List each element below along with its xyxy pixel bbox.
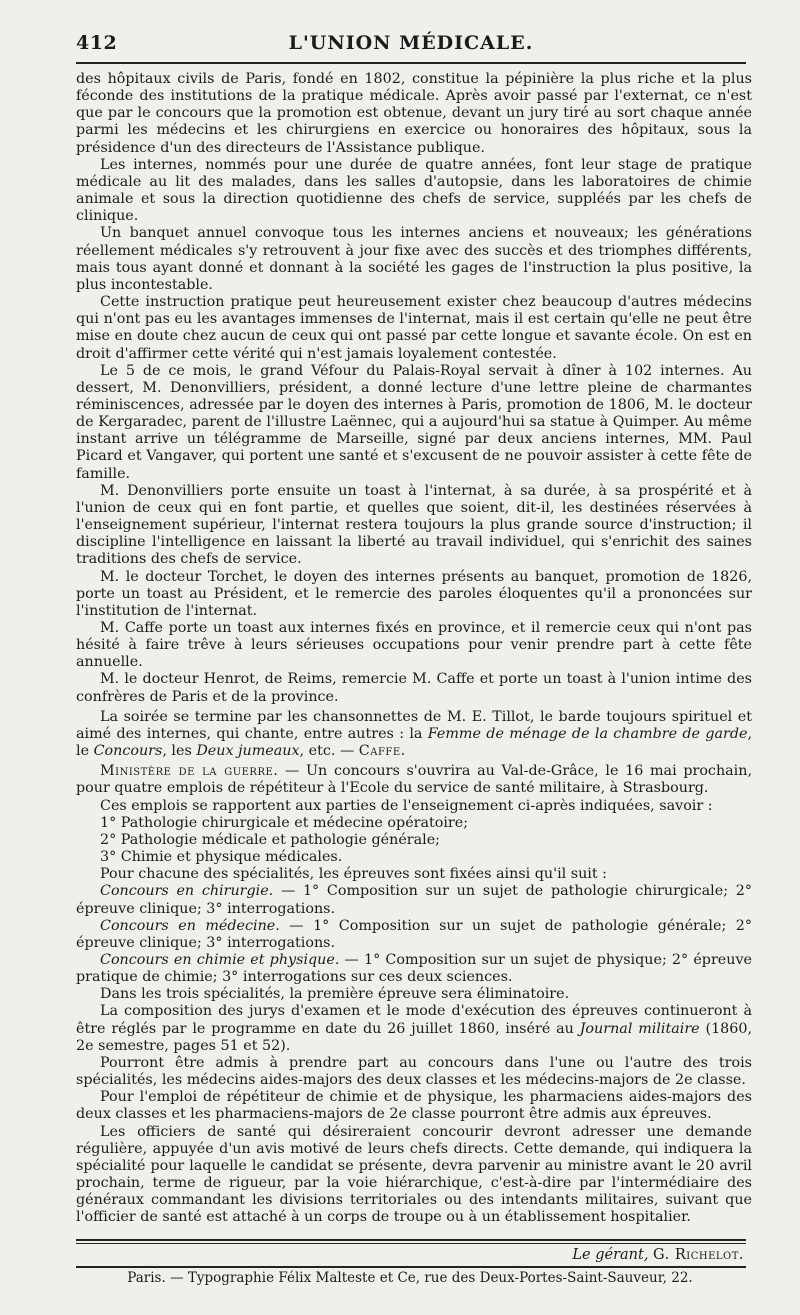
paragraph-soiree bbox=[76, 709, 752, 760]
journal-militaire-title: Journal militaire bbox=[579, 1020, 700, 1037]
paragraph-officiers: Les officiers de santé qui désireraient concourir devront adresser une demande régulière, appuyée d'un avis motivé de leurs chefs directs. Cette demande, qui indiquera la spécialité pour laquelle le candidat se présente, devra parvenir au ministre avant le 20 avril prochain, terme de rigueur, par la voie hiérarchique, c'est-à-dire par l'intermédiaire des généraux commandant les divisions territoriales ou des intendants militaires, suivant que l'officier de santé est attaché à un corps de troupe ou à un établissement hospitalier. bbox=[76, 1123, 752, 1226]
concours-text: — 1° Composition sur un sujet de physique; 2° épreuve pratique de chimie; 3° interrogations sur ces deux sciences. bbox=[76, 951, 752, 986]
closing-separator: , les bbox=[162, 743, 197, 760]
paragraph-concours-chirurgie bbox=[76, 883, 752, 917]
printer-imprint: Paris. — Typographie Félix Malteste et Ce, rue des Deux-Portes-Saint-Sauveur, 22. bbox=[127, 1270, 693, 1286]
signature bbox=[76, 1247, 744, 1263]
concours-label: Concours en chirurgie. bbox=[100, 883, 274, 900]
paragraph-eliminatoire: Dans les trois spécialités, la première épreuve sera éliminatoire. bbox=[100, 986, 570, 1003]
list-item-part: 1° Pathologie chirurgicale et médecine opératoire; bbox=[100, 814, 469, 831]
paragraph-internes: Les internes, nommés pour une durée de quatre années, font leur stage de pratique médicale au lit des malades, dans les salles d'autopsie, dans les laboratoires de chimie animale et sous la direction quotidienne des chefs de service, suppléés par les chefs de clinique. bbox=[76, 156, 752, 225]
footer-rule bbox=[76, 1243, 746, 1244]
paragraph-denonvilliers: M. Denonvilliers porte ensuite un toast à l'internat, à sa durée, à sa prospérité et à l'union de ceux qui en font partie, et quelles que soient, dit-il, les destinées réservées à l'enseignement supérieur, l'internat restera toujours la plus grande source d'instruction; il discipline l'intelligence en laissant la liberté au travail individuel, qui s'enrichit des saines traditions des chefs de service. bbox=[76, 482, 752, 568]
jurys-text: (1860, 2e semestre, pages 51 et 52). bbox=[76, 1020, 753, 1054]
paragraph-concours-chimie bbox=[76, 952, 752, 986]
closing-lead: La soirée se termine par les chansonnettes de M. E. Tillot, le barde toujours spirituel et aimé des internes, qui chante, entre autres : la bbox=[76, 708, 752, 742]
section-heading-ministere: Ministère de la guerre. bbox=[100, 763, 279, 780]
ministere-intro: — Un concours s'ouvrira au Val-de-Grâce, le 16 mai prochain, pour quatre emplois de répétiteur à l'Ecole du service de santé militaire, à Strasbourg. bbox=[76, 763, 752, 797]
concours-label: Concours en chimie et physique. bbox=[100, 951, 340, 968]
paragraph-caffe: M. Caffe porte un toast aux internes fixés en province, et il remercie ceux qui n'ont pas hésité à faire trêve à leurs sérieuses occupations pour venir prendre part à cette fête annuelle. bbox=[76, 620, 752, 671]
page-number: 412 bbox=[76, 32, 118, 54]
list-item-part: 2° Pathologie médicale et pathologie générale; bbox=[100, 831, 440, 848]
paragraph-torchet: M. le docteur Torchet, le doyen des internes présents au banquet, promotion de 1826, porte un toast au Président, et le remercie des paroles éloquentes qu'il a prononcées sur l'institution de l'internat. bbox=[76, 568, 752, 619]
paragraph-vefour: Le 5 de ce mois, le grand Véfour du Palais-Royal servait à dîner à 102 internes. Au dessert, M. Denonvilliers, président, a donné lecture d'une lettre pleine de charmantes réminiscences, adressée par le doyen des internes à Paris, promotion de 1806, M. le docteur de Kergaradec, parent de l'illustre Laënnec, qui a aujourd'hui sa statue à Quimper. Au même instant arrive un télégramme de Marseille, signé par deux anciens internes, MM. Paul Picard et Vangaver, qui portent une santé et s'excusent de ne pouvoir assister à cette fête de famille. bbox=[76, 362, 752, 482]
signature-label: Le gérant, bbox=[572, 1247, 649, 1263]
concours-text: — 1° Composition sur un sujet de pathologie générale; 2° épreuve clinique; 3° interrogations. bbox=[76, 917, 752, 951]
list-item-part: 3° Chimie et physique médicales. bbox=[100, 849, 343, 866]
paragraph-epreuves-intro: Pour chacune des spécialités, les épreuves sont fixées ainsi qu'il suit : bbox=[100, 866, 607, 883]
page-header bbox=[76, 28, 746, 62]
header-rule bbox=[76, 62, 746, 64]
paragraph-repetiteur: Pour l'emploi de répétiteur de chimie et de physique, les pharmaciens aides-majors des deux classes et les pharmaciens-majors de 2e classe pourront être admis aux épreuves. bbox=[76, 1089, 752, 1123]
paragraph-banquet: Un banquet annuel convoque tous les internes anciens et nouveaux; les générations réellement médicales s'y retrouvent à jour fixe avec des succès et des triomphes différents, mais tous ayant donné et donnant à la société les gages de l'instruction la plus positive, la plus incontestable. bbox=[76, 225, 752, 293]
song-title: Deux jumeaux bbox=[196, 743, 300, 760]
paragraph-internat: des hôpitaux civils de Paris, fondé en 1802, constitue la pépinière la plus riche et la plus féconde des institutions de la pratique médicale. Après avoir passé par l'externat, ce n'est que par le concours que la promotion est obtenue, devant un jury tiré au sort chaque année parmi les médecins et les chirurgiens en exercice ou honoraires des hôpitaux, sous la présidence d'un des directeurs de l'Assistance publique. bbox=[76, 71, 752, 156]
footer-rule bbox=[76, 1266, 746, 1268]
closing-separator: , le bbox=[76, 725, 752, 760]
footer-rule bbox=[76, 1239, 746, 1241]
concours-label: Concours en médecine. bbox=[100, 917, 280, 934]
article-body bbox=[76, 71, 752, 1226]
paragraph-instruction: Cette instruction pratique peut heureusement exister chez beaucoup d'autres médecins qui n'ont pas eu les avantages immenses de l'internat, mais il est certain qu'elle ne peut être mise en doute chez aucun de ceux qui ont passé par cette longue et savante école. On est en droit d'affirmer cette vérité qui n'est jamais loyalement contestée. bbox=[76, 294, 752, 362]
journal-title: L'UNION MÉDICALE. bbox=[288, 32, 534, 54]
paragraph-concours-medecine bbox=[76, 918, 752, 952]
paragraph-parts-intro: Ces emplois se rapportent aux parties de l'enseignement ci-après indiquées, savoir : bbox=[100, 797, 713, 814]
closing-tail: , etc. — bbox=[299, 743, 359, 760]
song-title: Concours bbox=[93, 743, 163, 760]
article-author: Caffe. bbox=[358, 743, 406, 760]
paragraph-henrot: M. le docteur Henrot, de Reims, remercie M. Caffe et porte un toast à l'union intime des confrères de Paris et de la province. bbox=[76, 671, 752, 705]
song-title: Femme de ménage de la chambre de garde bbox=[427, 725, 748, 742]
signature-name: G. Richelot. bbox=[653, 1247, 744, 1263]
concours-text: — 1° Composition sur un sujet de pathologie chirurgicale; 2° épreuve clinique; 3° interrogations. bbox=[76, 883, 752, 917]
paragraph-ministere bbox=[76, 763, 752, 797]
jurys-text: La composition des jurys d'examen et le mode d'exécution des épreuves continueront à être réglés par le programme en date du 26 juillet 1860, inséré au bbox=[76, 1003, 752, 1037]
paragraph-admis: Pourront être admis à prendre part au concours dans l'une ou l'autre des trois spécialités, les médecins aides-majors des deux classes et les médecins-majors de 2e classe. bbox=[76, 1054, 752, 1089]
paragraph-jurys bbox=[76, 1003, 752, 1054]
